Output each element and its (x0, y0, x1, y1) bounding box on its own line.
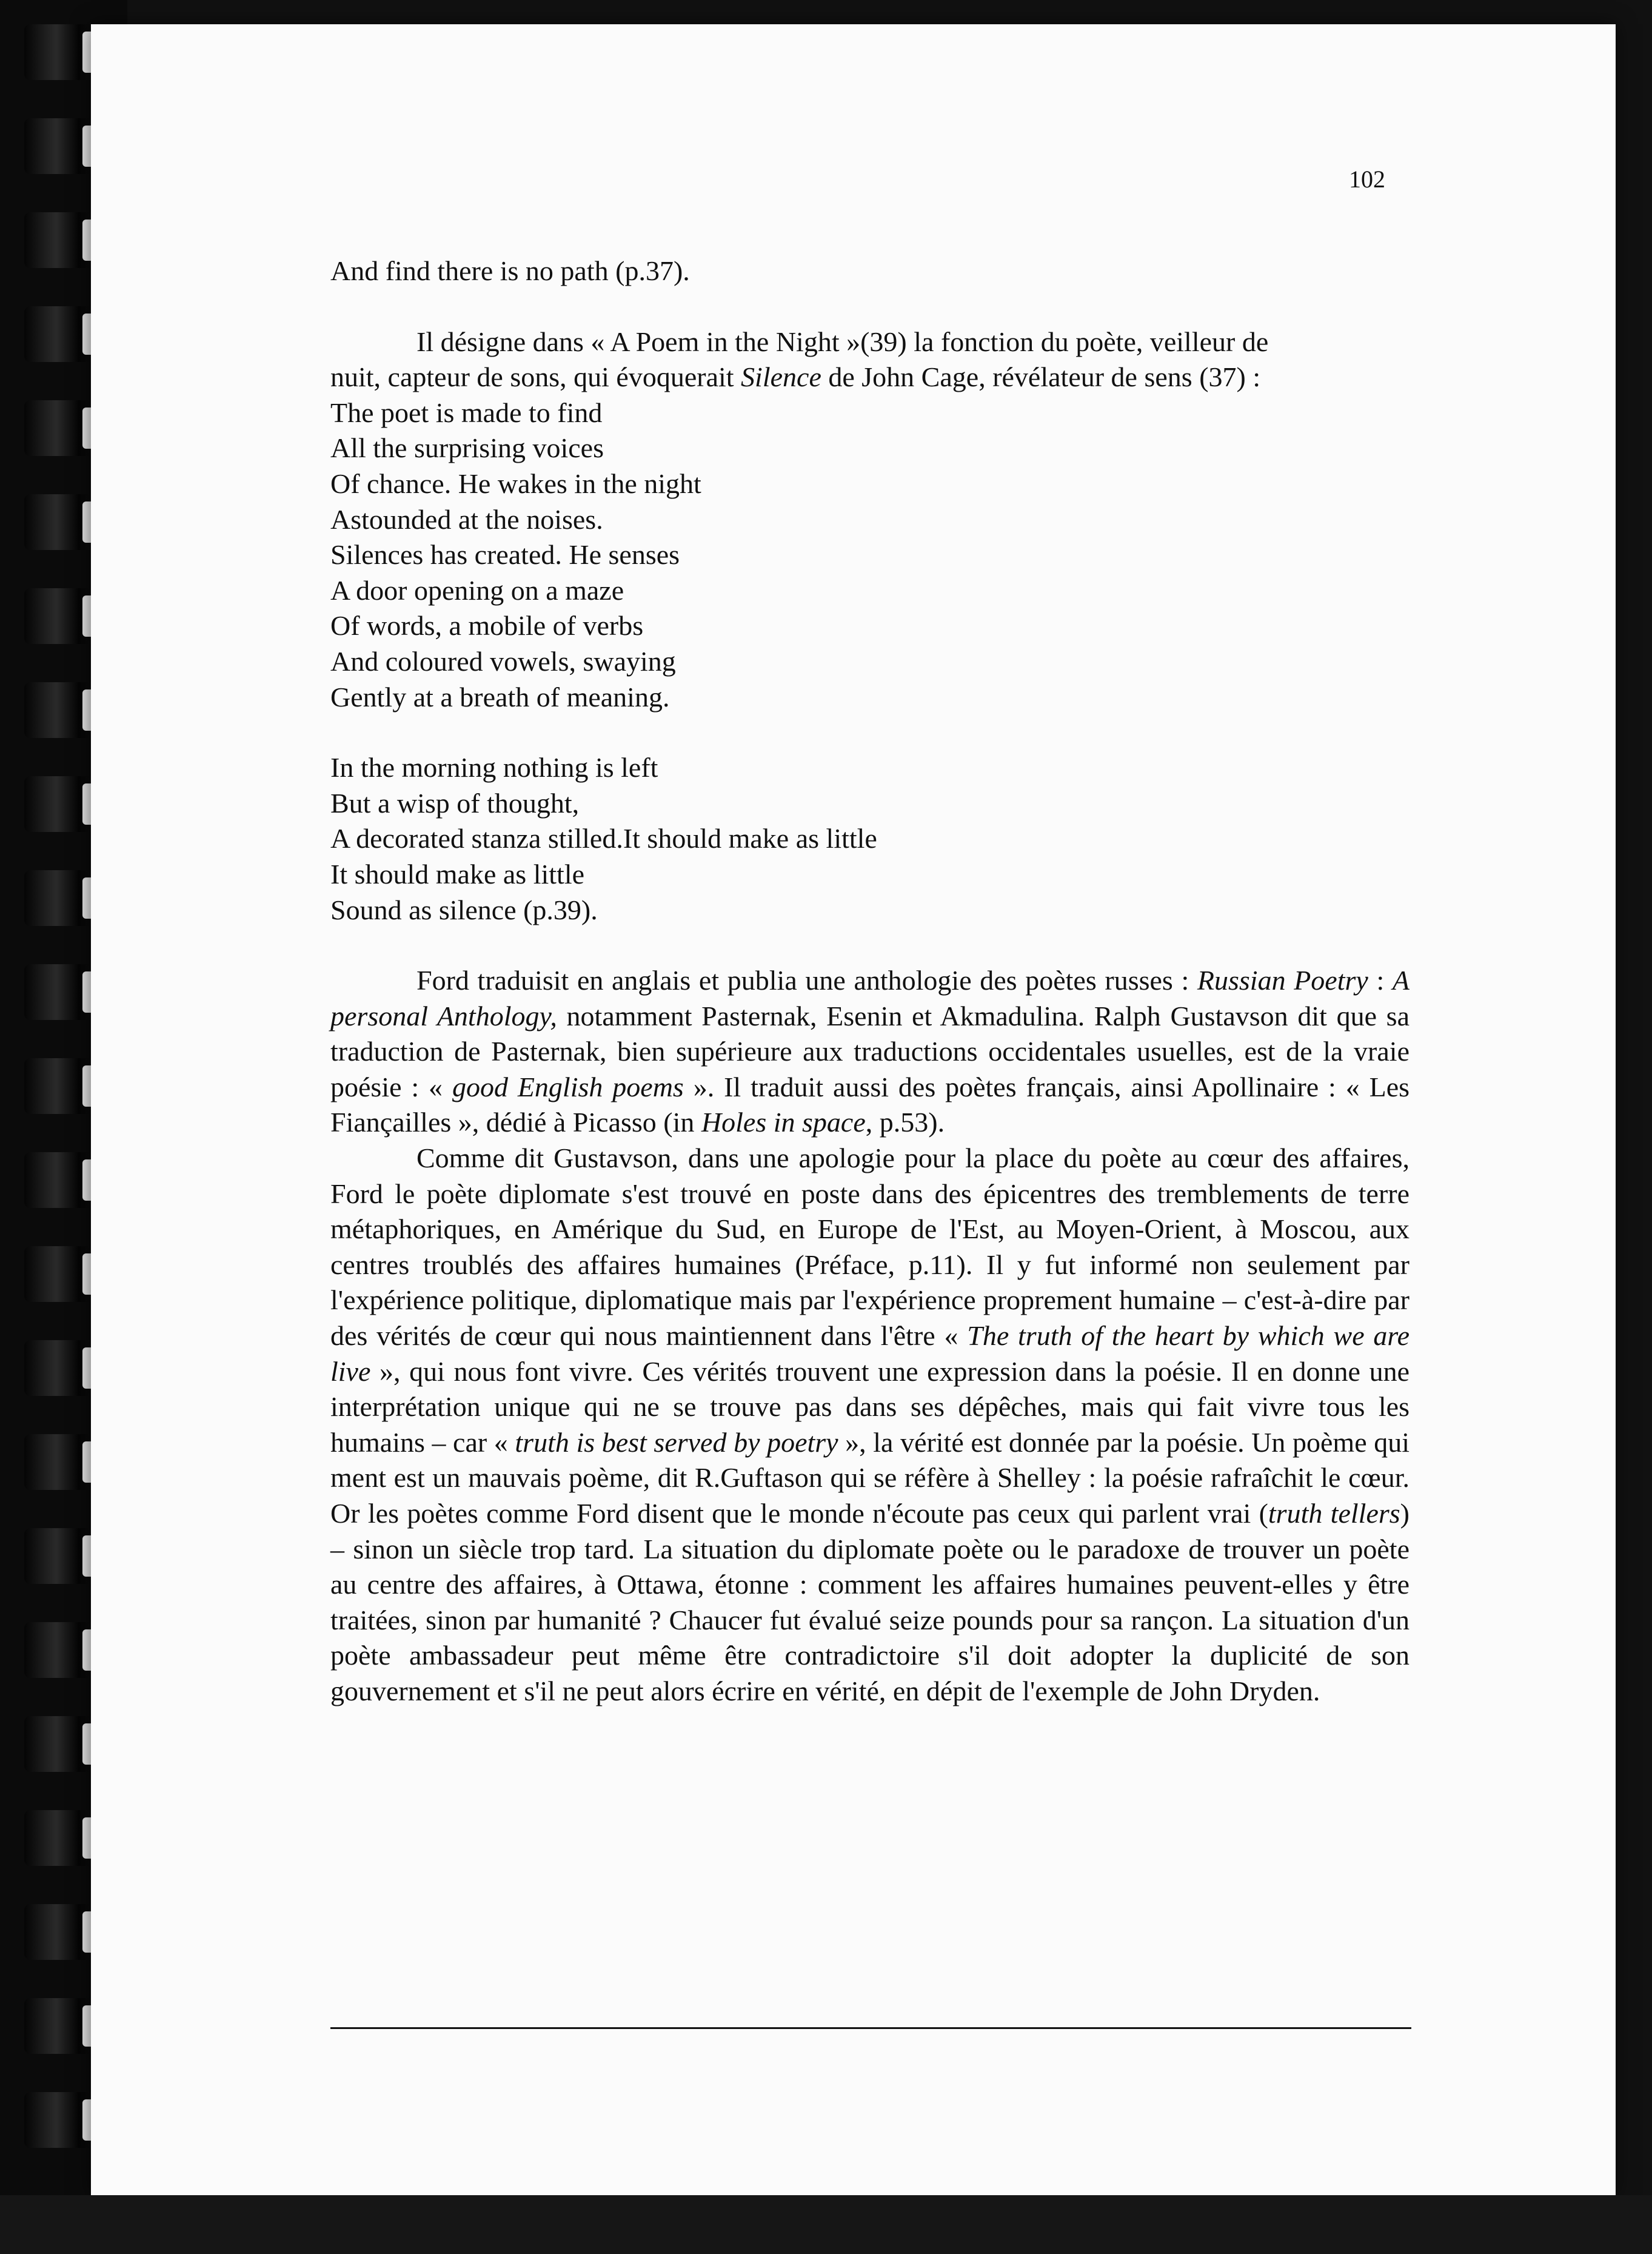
poem-line: The poet is made to find (330, 397, 603, 428)
text-line: Il désigne dans « A Poem in the Night »(39) la fonction du poète, veilleur de (416, 326, 1269, 357)
poem-stanza (330, 395, 1410, 715)
text-span: notamment Pasternak, Esenin et Akmadulina. Ralph Gustavson dit que sa traduction de Pasternak, bien supérieure aux traductions occidentales usuelles, est de la vraie poésie : « (330, 1000, 1410, 1102)
text-line (330, 360, 1410, 395)
text-span: », qui nous font vivre. Ces vérités trouvent une expression dans la poésie. Il en donne une interprétation unique qui ne se trouve pas dans ses dépêches, mais qui fait vivre tous les humains – car « (330, 1355, 1410, 1458)
paragraph (330, 324, 1410, 395)
text-span: : (1368, 965, 1393, 996)
paragraph-gustavson (330, 1141, 1410, 1709)
poem-line: A decorated stanza stilled.It should make as little (330, 823, 877, 854)
italic-title: Holes in space (701, 1107, 866, 1138)
text-span: Ford traduisit en anglais et publia une anthologie des poètes russes : (416, 965, 1197, 996)
italic-quote: good English poems (452, 1071, 684, 1102)
text-span: nuit, capteur de sons, qui évoquerait (330, 361, 741, 393)
poem-line: All the surprising voices (330, 432, 604, 464)
paragraph-russian-poetry (330, 963, 1410, 1141)
italic-quote: The truth of the heart by which we are live (330, 1320, 1410, 1387)
text-span: ». Il traduit aussi des poètes français, ainsi Apollinaire : « Les Fiançailles », dédié à Picasso (in (330, 1071, 1410, 1138)
scan-background (0, 2195, 1652, 2254)
poem-line: And find there is no path (p.37). (330, 255, 690, 286)
poem-line: Sound as silence (p.39). (330, 894, 598, 925)
italic-title: Russian Poetry (1197, 965, 1368, 996)
text-span: », la vérité est donnée par la poésie. Un poème qui ment est un mauvais poème, dit R.Guftason qui se réfère à Shelley : la poésie rafraîchit le cœur. Or les poètes comme Ford disent que le monde n'écoute pas ceux qui parlent vrai ( (330, 1426, 1410, 1529)
page-number: 102 (1349, 166, 1385, 193)
poem-line: Gently at a breath of meaning. (330, 681, 670, 713)
poem-stanza (330, 750, 1410, 928)
poem-line: It should make as little (330, 858, 585, 890)
page-body (330, 253, 1410, 1709)
poem-line: Astounded at the noises. (330, 503, 603, 535)
poem-line: Silences has created. He senses (330, 539, 680, 571)
poem-line: And coloured vowels, swaying (330, 645, 676, 677)
poem-line: A door opening on a maze (330, 574, 624, 606)
text-span: ) – sinon un siècle trop tard. La situation du diplomate poète ou le paradoxe de trouver un poète au centre des affaires, à Ottawa, étonne : comment les affaires humaines peuvent-elles y être traitées, sinon par humanité ? Chaucer fut évalué seize pounds pour sa rançon. La situation d'un poète ambassadeur peut même être contradictoire s'il doit adopter la duplicité de son gouvernement et s'il ne peut alors écrire en vérité, en dépit de l'exemple de John Dryden. (330, 1498, 1410, 1706)
italic-title: A personal Anthology, (330, 965, 1410, 1031)
poem-line: Of chance. He wakes in the night (330, 468, 701, 499)
italic-quote: truth is best served by poetry (515, 1426, 838, 1458)
poem-line: Of words, a mobile of verbs (330, 610, 644, 642)
poem-line: In the morning nothing is left (330, 752, 658, 783)
italic-title: Silence (741, 361, 821, 393)
italic-term: truth tellers (1268, 1498, 1400, 1529)
text-span: , p.53). (865, 1107, 945, 1138)
poem-line: But a wisp of thought, (330, 787, 580, 819)
footnote-rule (330, 2027, 1411, 2029)
text-span: Comme dit Gustavson, dans une apologie pour la place du poète au cœur des affaires, Ford le poète diplomate s'est trouvé en poste dans des épicentres des tremblements de terre métaphoriques, en Amérique du Sud, en Europe de l'Est, au Moyen-Orient, à Moscou, aux centres troublés des affaires humaines (Préface, p.11). Il y fut informé non seulement par l'expérience politique, diplomatique mais par l'expérience proprement humaine – c'est-à-dire par des vérités de cœur qui nous maintiennent dans l'être « (330, 1142, 1410, 1352)
text-span: de John Cage, révélateur de sens (37) : (821, 361, 1261, 393)
